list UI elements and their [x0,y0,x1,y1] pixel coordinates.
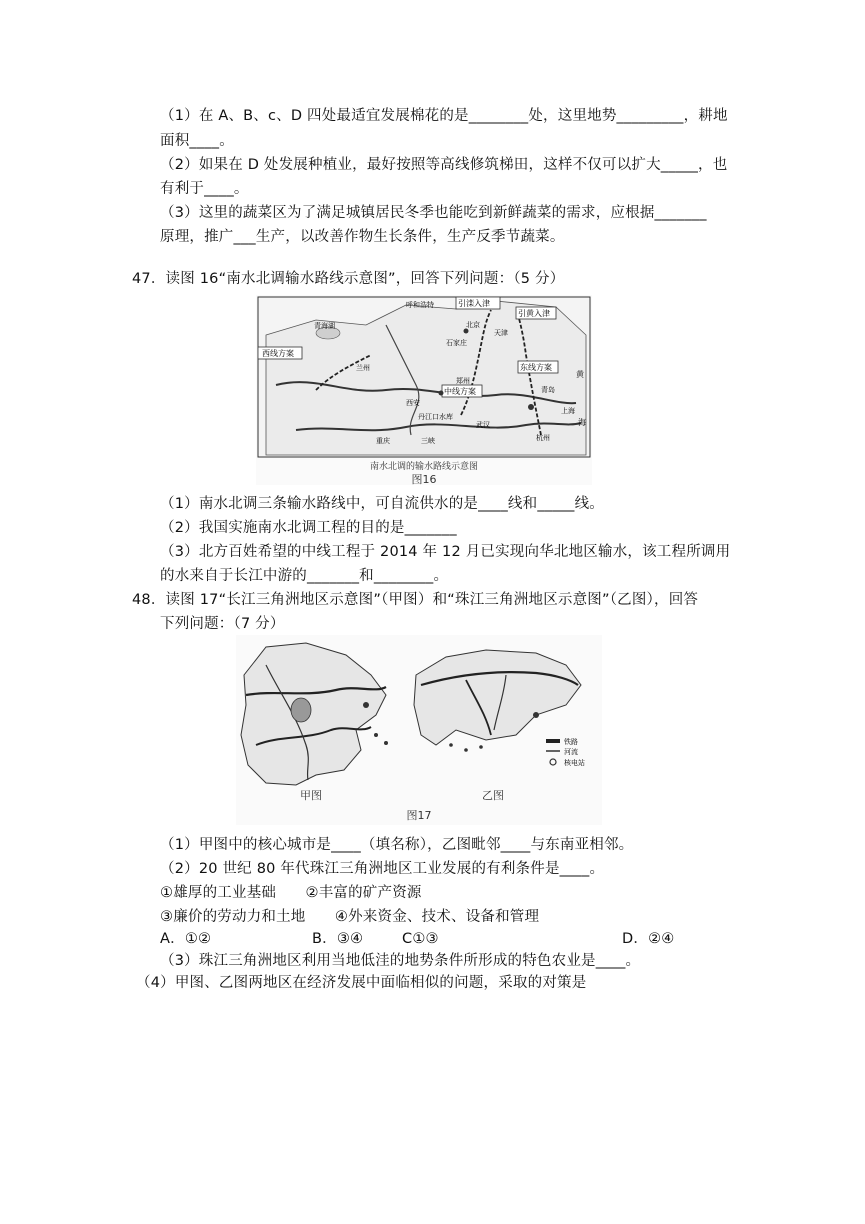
figure-17-maps [236,635,602,825]
q47-part3-line1: （3）北方百姓希望的中线工程于 2014 年 12 月已实现向华北地区输水，该工程所调用 [160,544,731,560]
label-qinghai: 青海湖 [314,322,335,330]
q47-part3-line2: 的水来自于长江中游的_______和________。 [160,568,449,584]
q48-choice-a: A．①② [160,931,212,947]
map-jia [241,643,388,785]
q47-part1: （1）南水北调三条输水路线中，可自流供水的是____线和_____线。 [160,496,604,512]
figure-17-caption: 图17 [406,809,432,822]
label-qingdao: 青岛 [541,386,555,394]
q48-choice-b: B．③④ [312,931,364,947]
q48-options-row2: ③廉价的劳动力和土地 ④外来资金、技术、设备和管理 [160,909,540,925]
map-yi [414,650,581,752]
label-zhongxian: 中线方案 [444,387,476,396]
label-xian: 西安 [406,399,420,407]
q48-part1: （1）甲图中的核心城市是____（填名称），乙图毗邻____与东南亚相邻。 [160,837,634,853]
legend-rail: 铁路 [564,738,578,746]
label-sanxia: 三峡 [421,437,435,445]
label-yi: 乙图 [482,789,504,802]
label-hangzhou: 杭州 [536,434,550,442]
q48-choice-d: D．②④ [622,931,675,947]
q48-part3: （3）珠江三角洲地区利用当地低洼的地势条件所形成的特色农业是____。 [160,953,641,969]
legend-river: 河流 [564,748,578,756]
q46-part2-line2: 有利于____。 [160,181,249,197]
label-lanzhou: 兰州 [356,364,370,372]
label-dongxian: 东线方案 [520,363,552,372]
label-yindai: 引黄入津 [518,309,550,318]
label-danjiangkou: 丹江口水库 [418,413,453,421]
legend-nuclear: 核电站 [564,759,585,767]
q46-part3-line1: （3）这里的蔬菜区为了满足城镇居民冬季也能吃到新鲜蔬菜的需求，应根据_______ [160,205,707,221]
q48-title-line2: 下列问题：（7 分） [160,616,285,632]
figure-16-caption: 图16 [411,473,437,486]
label-huhehaote: 呼和浩特 [406,301,434,309]
label-shanghai: 上海 [561,407,575,415]
label-yinluan: 引滦入津 [458,299,490,308]
label-chongqing: 重庆 [376,437,390,445]
label-tianjin: 天津 [494,329,508,337]
figure-16-map-title: 南水北调的输水路线示意图 [369,462,478,472]
label-zhengzhou: 郑州 [456,377,470,385]
label-jia: 甲图 [300,789,322,802]
figure-16-map [256,295,592,485]
label-xixian: 西线方案 [262,349,294,358]
q48-part4: （4）甲图、乙图两地区在经济发展中面临相似的问题，采取的对策是 [136,975,587,991]
q47-title: 47．读图 16“南水北调输水路线示意图”，回答下列问题：（5 分） [132,271,565,287]
q48-part2: （2）20 世纪 80 年代珠江三角洲地区工业发展的有利条件是____。 [160,861,605,877]
q48-choice-c: C①③ [402,931,439,947]
q46-part1-line2: 面积____。 [160,133,234,149]
q48-options-row1: ①雄厚的工业基础 ②丰富的矿产资源 [160,885,422,901]
q46-part3-line2: 原理，推广___生产，以改善作物生长条件，生产反季节蔬菜。 [160,229,565,245]
fig17-legend [546,737,585,767]
q46-part2-line1: （2）如果在 D 处发展种植业，最好按照等高线修筑梯田，这样不仅可以扩大_____，也 [160,157,728,173]
label-shijiazhuang: 石家庄 [446,339,467,347]
q46-part1-line1: （1）在 A、B、c、D 四处最适宜发展棉花的是________处，这里地势_________，耕地 [160,108,728,124]
label-hai: 海 [578,418,586,427]
q48-title-line1: 48．读图 17“长江三角洲地区示意图”（甲图）和“珠江三角洲地区示意图”（乙图），回答 [132,592,699,608]
label-huang: 黄 [576,370,584,379]
q47-part2: （2）我国实施南水北调工程的目的是_______ [160,520,457,536]
label-wuhan: 武汉 [476,421,490,429]
label-beijing: 北京 [466,321,480,329]
